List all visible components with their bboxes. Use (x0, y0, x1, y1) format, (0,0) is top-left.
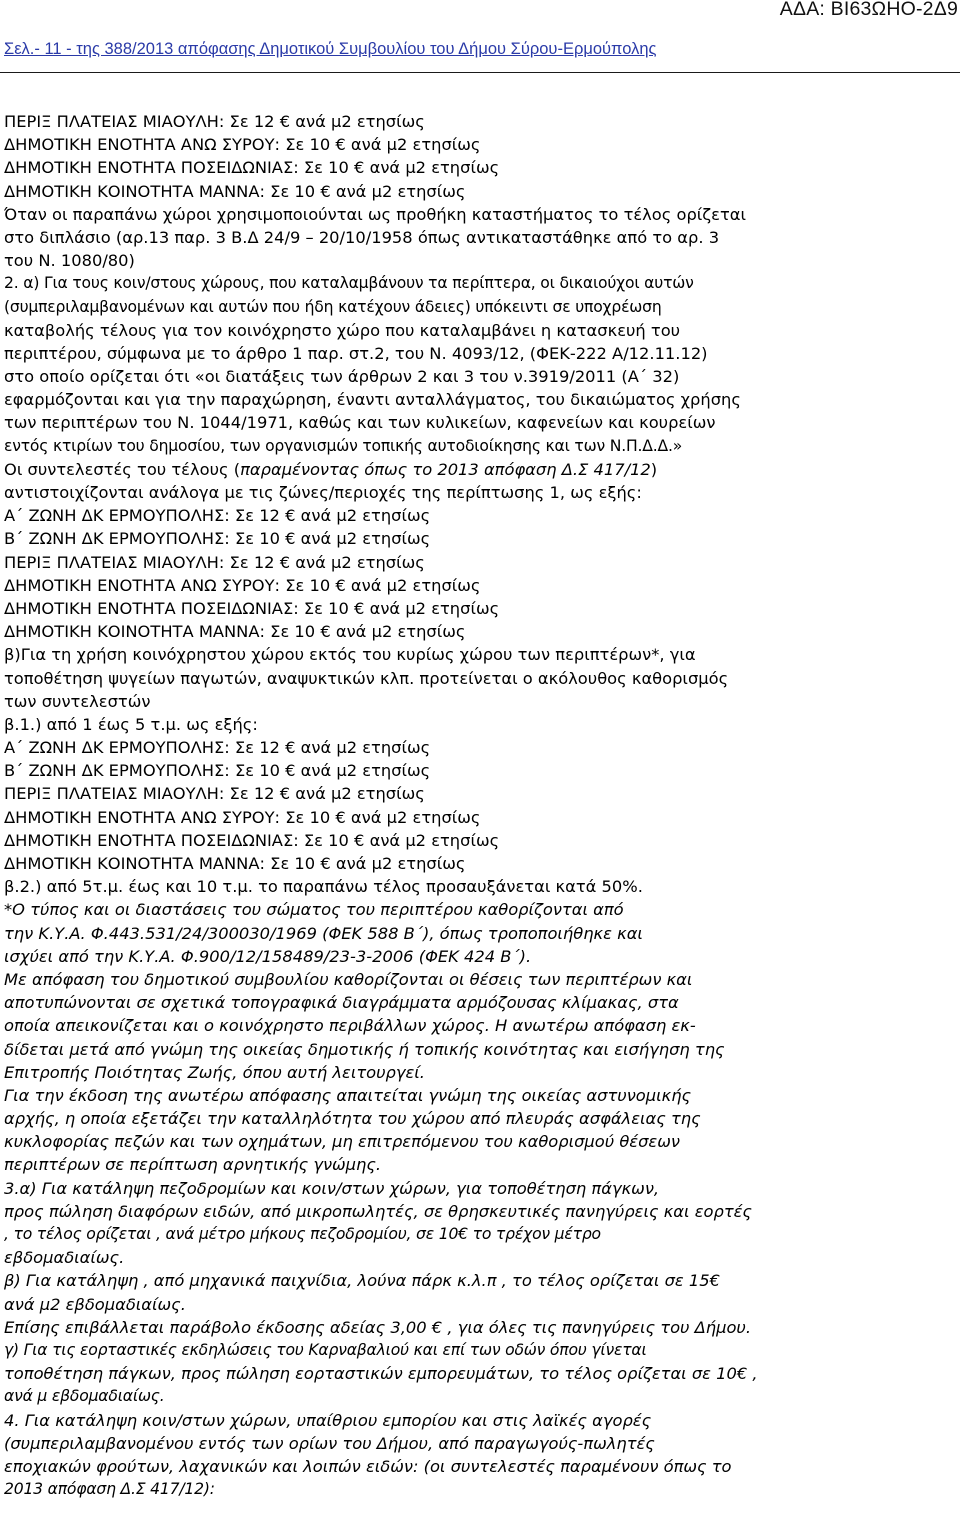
text-line-mixed (4, 458, 954, 481)
text-line: περιπτέρων σε περίπτωση αρνητικής γνώμης. (4, 1155, 382, 1175)
text-line: ανά μ2 εβδομαδιαίως. (4, 1294, 186, 1314)
text-line: 2. α) Για τους κοιν/στους χώρους, που καταλαμβάνουν τα περίπτερα, οι δικαιούχοι αυτών (4, 274, 694, 293)
text-line: Επιτροπής Ποιότητας Ζωής, όπου αυτή λειτουργεί. (4, 1062, 425, 1082)
text-line: ΔΗΜΟΤΙΚΗ ΕΝΟΤΗΤΑ ΑΝΩ ΣΥΡΟΥ: Σε 10 € ανά μ2 ετησίως (4, 807, 481, 827)
text-line: ΔΗΜΟΤΙΚΗ ΚΟΙΝΟΤΗΤΑ ΜΑΝΝΑ: Σε 10 € ανά μ2 ετησίως (4, 181, 466, 201)
text-line: αντιστοιχίζονται ανάλογα με τις ζώνες/περιοχές της περίπτωσης 1, ως εξής: (4, 483, 642, 502)
text-line: ισχύει από την Κ.Υ.Α. Φ.900/12/158489/23-3-2006 (ΦΕΚ 424 Β΄). (4, 946, 532, 966)
text-line: ΔΗΜΟΤΙΚΗ ΕΝΟΤΗΤΑ ΑΝΩ ΣΥΡΟΥ: Σε 10 € ανά μ2 ετησίως (4, 135, 481, 155)
text-line: ΔΗΜΟΤΙΚΗ ΚΟΙΝΟΤΗΤΑ ΜΑΝΝΑ: Σε 10 € ανά μ2 ετησίως (4, 622, 466, 642)
text-line: *Ο τύπος και οι διαστάσεις του σώματος του περιπτέρου καθορίζονται από (4, 900, 624, 920)
text-line: ΔΗΜΟΤΙΚΗ ΕΝΟΤΗΤΑ ΑΝΩ ΣΥΡΟΥ: Σε 10 € ανά μ2 ετησίως (4, 575, 481, 595)
text-line: β.1.) από 1 έως 5 τ.μ. ως εξής: (4, 714, 258, 734)
text-line: γ) Για τις εορταστικές εκδηλώσεις του Καρναβαλιού και επί των οδών όπου γίνεται (4, 1340, 647, 1359)
text-line: εντός κτιρίων του δημοσίου, των οργανισμών τοπικής αυτοδιοίκησης και των Ν.Π.Δ.Δ.» (4, 436, 683, 455)
text-line: ΔΗΜΟΤΙΚΗ ΚΟΙΝΟΤΗΤΑ ΜΑΝΝΑ: Σε 10 € ανά μ2 ετησίως (4, 854, 466, 873)
text-line: 2013 απόφαση Δ.Σ 417/12): (4, 1480, 215, 1499)
header-divider (0, 72, 960, 73)
text-line: οποία απεικονίζεται και ο κοινόχρηστο περιβάλλων χώρος. Η ανωτέρω απόφαση εκ- (4, 1016, 696, 1036)
text-line: τοποθέτηση ψυγείων παγωτών, αναψυκτικών κλπ. προτείνεται ο ακόλουθος καθορισμός (4, 668, 729, 688)
text-line: 3.α) Για κατάληψη πεζοδρομίων και κοιν/στων χώρων, για τοποθέτηση πάγκων, (4, 1178, 660, 1198)
text-segment: Οι συντελεστές του τέλους ( (4, 459, 241, 479)
text-line: Επίσης επιβάλλεται παράβολο έκδοσης αδείας 3,00 € , για όλες τις πανηγύρεις του Δήμου. (4, 1317, 752, 1337)
text-line: προς πώληση διαφόρων ειδών, από μικροπωλητές, σε θρησκευτικές πανηγύρεις και εορτές (4, 1201, 752, 1221)
text-line: ΠΕΡΙΞ ΠΛΑΤΕΙΑΣ ΜΙΑΟΥΛΗ: Σε 12 € ανά μ2 ετησίως (4, 112, 425, 131)
text-line: αρχής, η οποία εξετάζει την καταλληλότητα του χώρου από πλευράς ασφάλειας της (4, 1109, 701, 1129)
text-line: εποχιακών φρούτων, λαχανικών και λοιπών ειδών: (οι συντελεστές παραμένουν όπως το (4, 1456, 732, 1476)
text-line: ΔΗΜΟΤΙΚΗ ΕΝΟΤΗΤΑ ΠΟΣΕΙΔΩΝΙΑΣ: Σε 10 € ανά μ2 ετησίως (4, 830, 500, 850)
text-line: (συμπεριλαμβανομένου εντός των ορίων του Δήμου, από παραγωγούς-πωλητές (4, 1433, 655, 1453)
text-line: Όταν οι παραπάνω χώροι χρησιμοποιούνται ως προθήκη καταστήματος το τέλος ορίζεται (4, 204, 747, 224)
text-line: Για την έκδοση της ανωτέρω απόφασης απαιτείται γνώμη της οικείας αστυνομικής (4, 1085, 692, 1105)
page-reference: Σελ.- 11 - της 388/2013 απόφασης Δημοτικού Συμβουλίου του Δήμου Σύρου-Ερμούπολης (4, 40, 657, 58)
text-line: Β΄ ΖΩΝΗ ΔΚ ΕΡΜΟΥΠΟΛΗΣ: Σε 10 € ανά μ2 ετησίως (4, 761, 431, 781)
text-line: τοποθέτηση πάγκων, προς πώληση εορταστικών εμπορευμάτων, το τέλος ορίζεται σε 10€ , (4, 1364, 758, 1384)
text-line: ΠΕΡΙΞ ΠΛΑΤΕΙΑΣ ΜΙΑΟΥΛΗ: Σε 12 € ανά μ2 ετησίως (4, 552, 425, 572)
text-line: εβδομαδιαίως. (4, 1248, 125, 1268)
text-line: β) Για κατάληψη , από μηχανικά παιχνίδια, λούνα πάρκ κ.λ.π , το τέλος ορίζεται σε 15€ (4, 1271, 720, 1291)
text-line: καταβολής τέλους για τον κοινόχρηστο χώρο που καταλαμβάνει η κατασκευή του (4, 320, 681, 340)
text-line: των περιπτέρων του Ν. 1044/1971, καθώς και των κυλικείων, καφενείων και κουρείων (4, 413, 716, 433)
text-line: εφαρμόζονται και για την παραχώρηση, έναντι ανταλλάγματος, του δικαιώματος χρήσης (4, 390, 741, 410)
text-line: β.2.) από 5τ.μ. έως και 10 τ.μ. το παραπάνω τέλος προσαυξάνεται κατά 50%. (4, 877, 643, 897)
text-line (4, 1501, 954, 1524)
text-line: β)Για τη χρήση κοινόχρηστου χώρου εκτός του κυρίως χώρου των περιπτέρων*, για (4, 645, 696, 665)
italic-segment: παραμένοντας όπως το 2013 απόφαση Δ.Σ 417/12 (240, 459, 651, 479)
text-line: ανά μ εβδομαδιαίως. (4, 1387, 165, 1406)
text-line: (συμπεριλαμβανομένων και αυτών που ήδη κατέχουν άδειες) υπόκειντι σε υποχρέωση (4, 297, 662, 316)
text-line: αποτυπώνονται σε σχετικά τοπογραφικά διαγράμματα αρμόζουσας κλίμακας, στα (4, 993, 679, 1013)
text-line: Με απόφαση του δημοτικού συμβουλίου καθορίζονται οι θέσεις των περιπτέρων και (4, 969, 693, 989)
text-line: στο διπλάσιο (αρ.13 παρ. 3 Β.Δ 24/9 – 20/10/1958 όπως αντικαταστάθηκε από το αρ. 3 (4, 227, 720, 247)
text-line: δίδεται μετά από γνώμη της οικείας δημοτικής ή τοπικής κοινότητας και εισήγηση της (4, 1039, 725, 1059)
text-line: ΠΕΡΙΞ ΠΛΑΤΕΙΑΣ ΜΙΑΟΥΛΗ: Σε 12 € ανά μ2 ετησίως (4, 784, 425, 804)
text-line: περιπτέρου, σύμφωνα με το άρθρο 1 παρ. στ.2, του Ν. 4093/12, (ΦΕΚ-222 Α/12.11.12) (4, 343, 708, 363)
text-line: κυκλοφορίας πεζών και των οχημάτων, μη επιτρεπόμενου του καθορισμού θέσεων (4, 1132, 680, 1152)
text-line: ΔΗΜΟΤΙΚΗ ΕΝΟΤΗΤΑ ΠΟΣΕΙΔΩΝΙΑΣ: Σε 10 € ανά μ2 ετησίως (4, 598, 500, 618)
ada-code: ΑΔΑ: ΒΙ63ΩΗΟ-2Δ9 (779, 0, 958, 20)
text-line: Α΄ ΖΩΝΗ ΔΚ ΕΡΜΟΥΠΟΛΗΣ: Σε 12 € ανά μ2 ετησίως (4, 506, 431, 526)
text-line: στο οποίο ορίζεται ότι «οι διατάξεις των άρθρων 2 και 3 του ν.3919/2011 (Α΄ 32) (4, 367, 680, 387)
text-line: , το τέλος ορίζεται , ανά μέτρο μήκους πεζοδρομίου, σε 10€ το τρέχον μέτρο (4, 1225, 601, 1243)
text-line: του Ν. 1080/80) (4, 251, 135, 271)
text-line: 4. Για κατάληψη κοιν/στων χώρων, υπαίθριου εμπορίου και στις λαϊκές αγορές (4, 1410, 652, 1430)
text-line: Β΄ ΖΩΝΗ ΔΚ ΕΡΜΟΥΠΟΛΗΣ: Σε 10 € ανά μ2 ετησίως (4, 529, 431, 549)
text-segment: ) (650, 459, 658, 479)
text-line: την Κ.Υ.Α. Φ.443.531/24/300030/1969 (ΦΕΚ 588 Β΄), όπως τροποποιήθηκε και (4, 923, 643, 943)
document-body (4, 110, 954, 1524)
text-line: των συντελεστών (4, 691, 151, 711)
text-line: Α΄ ΖΩΝΗ ΔΚ ΕΡΜΟΥΠΟΛΗΣ: Σε 12 € ανά μ2 ετησίως (4, 738, 431, 758)
page-header (4, 40, 656, 59)
text-line: ΔΗΜΟΤΙΚΗ ΕΝΟΤΗΤΑ ΠΟΣΕΙΔΩΝΙΑΣ: Σε 10 € ανά μ2 ετησίως (4, 158, 500, 178)
